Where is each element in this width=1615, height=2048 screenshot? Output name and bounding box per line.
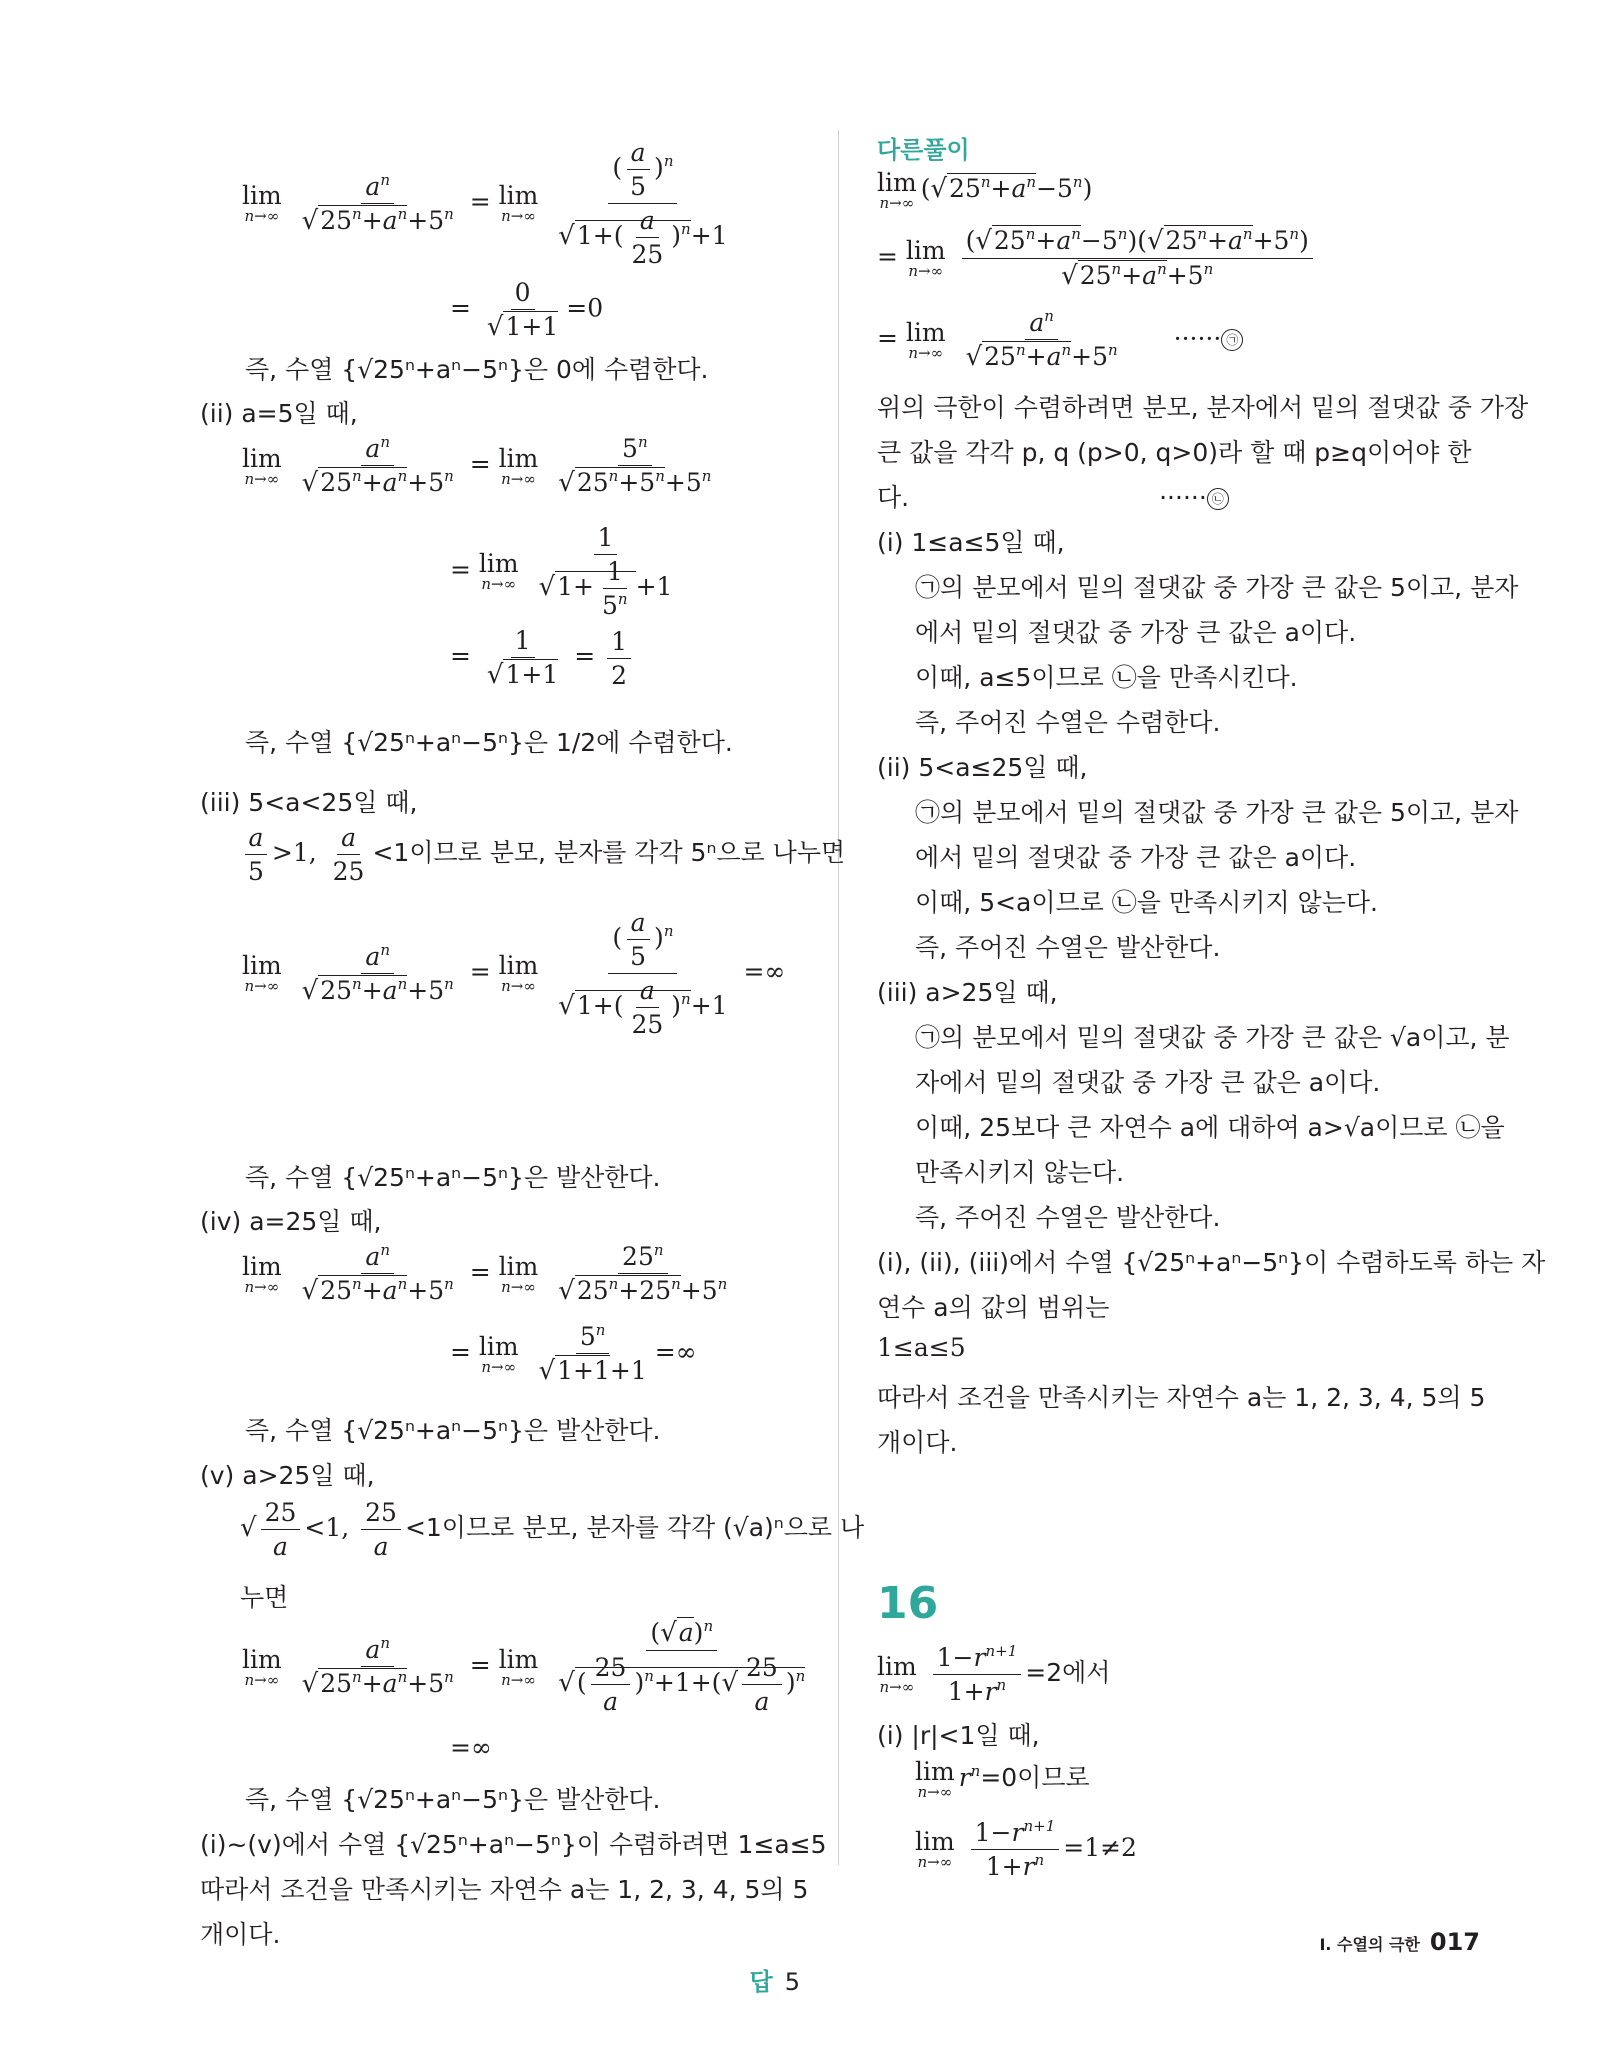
other-eq3: = lim n→∞ $\frac{a^n}{√25^n+a^n+5^n}$ ······ ㉠ <box>877 308 1243 372</box>
r-case2-line2: 에서 밑의 절댓값 중 가장 큰 값은 a이다. <box>915 843 1357 872</box>
case5-label: (v) a>25일 때, <box>200 1461 375 1490</box>
r-case2-line3: 이때, 5<a이므로 ㉡을 만족시키지 않는다. <box>915 888 1378 917</box>
explain-line3: 다. ······ ㉡ <box>877 478 1229 514</box>
case3-label: (iii) 5<a<25일 때, <box>200 788 418 817</box>
summary-line2: 따라서 조건을 만족시키는 자연수 a는 1, 2, 3, 4, 5의 5 <box>200 1875 809 1904</box>
r-summary-line3: 1≤a≤5 <box>877 1333 966 1362</box>
case5-equation: lim n→∞ $\frac{a^n}{√25^n+a^n+5^n}$ = lim n→∞ $(√a)^n$ √( $\frac{25}{a}$ )$^n$+1+(√ $\frac{25}{a}$ )$^n$ <box>242 1617 806 1716</box>
footer-page-number: 017 <box>1429 1928 1480 1956</box>
case3-equation: lim n→∞ $\frac{a^n}{√25^n+a^n+5^n}$ = lim n→∞ ( $\frac{a}{5}$ )$^n$ √1+( $\frac{a}{25}$ )$^n$+1 =∞ <box>242 908 786 1039</box>
case1-equation: lim n→∞ $\frac{a^n}{√25^n+a^n+5^n}$ = lim n→∞ ( $\frac{a}{5}$ )$^n$ √1+( $\frac{a}{25}$ )$^n$+1 <box>242 138 728 269</box>
case2-label: (ii) a=5일 때, <box>200 399 358 428</box>
explain-line1: 위의 극한이 수렴하려면 분모, 분자에서 밑의 절댓값 중 가장 <box>877 393 1529 422</box>
r-case2-line1: ㉠의 분모에서 밑의 절댓값 중 가장 큰 값은 5이고, 분자 <box>915 798 1519 827</box>
case3-intro: $\frac{a}{5}$ >1, $\frac{a}{25}$ <1이므로 분모, 분자를 각각 5ⁿ으로 나누면 <box>240 823 845 886</box>
answer <box>750 1962 800 1997</box>
case5-intro2: 누면 <box>240 1583 289 1612</box>
case2-step3: = $\frac{1}{√1+1}$ = $\frac{1}{2}$ <box>450 626 635 690</box>
other-eq1: lim n→∞ $(√25^n+a^n-5^n)$ <box>877 168 1093 212</box>
answer-label: 답 <box>749 1968 773 1996</box>
case2-step2: = lim n→∞ 1 √1+ $\frac{1}{5^n}$ +1 <box>450 523 673 620</box>
case1-result: = $\frac{0}{√1+1}$ =0 <box>450 278 604 342</box>
page-footer <box>1319 1927 1480 1956</box>
r-case2-label: (ii) 5<a≤25일 때, <box>877 753 1088 782</box>
circle-label-2: ㉡ <box>1207 488 1229 510</box>
footer-section: I. 수열의 극한 <box>1319 1935 1420 1954</box>
case5-intro: √ $\frac{25}{a}$ <1, $\frac{25}{a}$ <1이므로 분모, 분자를 각각 (√a)ⁿ으로 나 <box>240 1498 865 1561</box>
case3-conclusion: 즉, 수열 {√25ⁿ+aⁿ−5ⁿ}은 발산한다. <box>245 1163 661 1192</box>
r-case1-line3: 이때, a≤5이므로 ㉡을 만족시킨다. <box>915 663 1298 692</box>
circle-label-1: ㉠ <box>1221 329 1243 351</box>
r-case3-line2: 자에서 밑의 절댓값 중 가장 큰 값은 a이다. <box>915 1068 1381 1097</box>
case2-conclusion: 즉, 수열 {√25ⁿ+aⁿ−5ⁿ}은 1/2에 수렴한다. <box>245 728 733 757</box>
p16-equation: lim n→∞ $\frac{1-r^{n+1}}{1+r^n}$ =2에서 <box>877 1642 1111 1706</box>
case4-equation: lim n→∞ $\frac{a^n}{√25^n+a^n+5^n}$ = lim n→∞ $\frac{25^n}{√25^n+25^n+5^n}$ <box>242 1241 728 1306</box>
summary-line3: 개이다. <box>200 1920 281 1949</box>
p16-case1-label: (i) |r|<1일 때, <box>877 1721 1040 1750</box>
case4-conclusion: 즉, 수열 {√25ⁿ+aⁿ−5ⁿ}은 발산한다. <box>245 1416 661 1445</box>
answer-value: 5 <box>784 1968 800 1996</box>
r-case3-line3: 이때, 25보다 큰 자연수 a에 대하여 a>√a이므로 ㉡을 <box>915 1113 1505 1142</box>
r-case3-line5: 즉, 주어진 수열은 발산한다. <box>915 1203 1221 1232</box>
r-case3-line4: 만족시키지 않는다. <box>915 1158 1125 1187</box>
p16-lim-line: lim n→∞ $r^n=0$이므로 <box>915 1757 1090 1801</box>
case4-label: (iv) a=25일 때, <box>200 1207 382 1236</box>
p16-result-line: lim n→∞ $\frac{1-r^{n+1}}{1+r^n}$ =1≠2 <box>915 1817 1137 1881</box>
r-summary-line1: (i), (ii), (iii)에서 수열 {√25ⁿ+aⁿ−5ⁿ}이 수렴하도록 하는 자 <box>877 1248 1546 1277</box>
r-case1-label: (i) 1≤a≤5일 때, <box>877 528 1065 557</box>
r-case1-line4: 즉, 주어진 수열은 수렴한다. <box>915 708 1221 737</box>
case1-conclusion: 즉, 수열 {√25ⁿ+aⁿ−5ⁿ}은 0에 수렴한다. <box>245 355 709 384</box>
other-eq2: = lim n→∞ $\frac{(√25^n+a^n-5^n)(√25^n+a^n+5^n)}{√25^n+a^n+5^n}$ <box>877 226 1317 291</box>
r-summary-line2: 연수 a의 값의 범위는 <box>877 1293 1110 1322</box>
r-case3-line1: ㉠의 분모에서 밑의 절댓값 중 가장 큰 값은 √a이고, 분 <box>915 1023 1510 1052</box>
r-case2-line4: 즉, 주어진 수열은 발산한다. <box>915 933 1221 962</box>
r-summary-line4: 따라서 조건을 만족시키는 자연수 a는 1, 2, 3, 4, 5의 5 <box>877 1383 1486 1412</box>
summary-line1: (i)~(v)에서 수열 {√25ⁿ+aⁿ−5ⁿ}이 수렴하려면 1≤a≤5 <box>200 1830 827 1859</box>
r-case1-line2: 에서 밑의 절댓값 중 가장 큰 값은 a이다. <box>915 618 1357 647</box>
case2-equation: lim n→∞ $\frac{a^n}{√25^n+a^n+5^n}$ = lim n→∞ $\frac{5^n}{√25^n+5^n+5^n}$ <box>242 433 712 498</box>
case4-step2: = lim n→∞ $\frac{5^n}{√1+1+1}$ =∞ <box>450 1321 697 1386</box>
other-solution-title: 다른풀이 <box>877 136 970 164</box>
problem-number: 16 <box>877 1578 939 1629</box>
explain-line2: 큰 값을 각각 p, q (p>0, q>0)라 할 때 p≥q이어야 한 <box>877 438 1472 467</box>
case5-result: =∞ <box>450 1733 492 1762</box>
case5-conclusion: 즉, 수열 {√25ⁿ+aⁿ−5ⁿ}은 발산한다. <box>245 1785 661 1814</box>
r-summary-line5: 개이다. <box>877 1428 958 1457</box>
r-case3-label: (iii) a>25일 때, <box>877 978 1058 1007</box>
column-divider <box>838 130 839 1865</box>
r-case1-line1: ㉠의 분모에서 밑의 절댓값 중 가장 큰 값은 5이고, 분자 <box>915 573 1519 602</box>
